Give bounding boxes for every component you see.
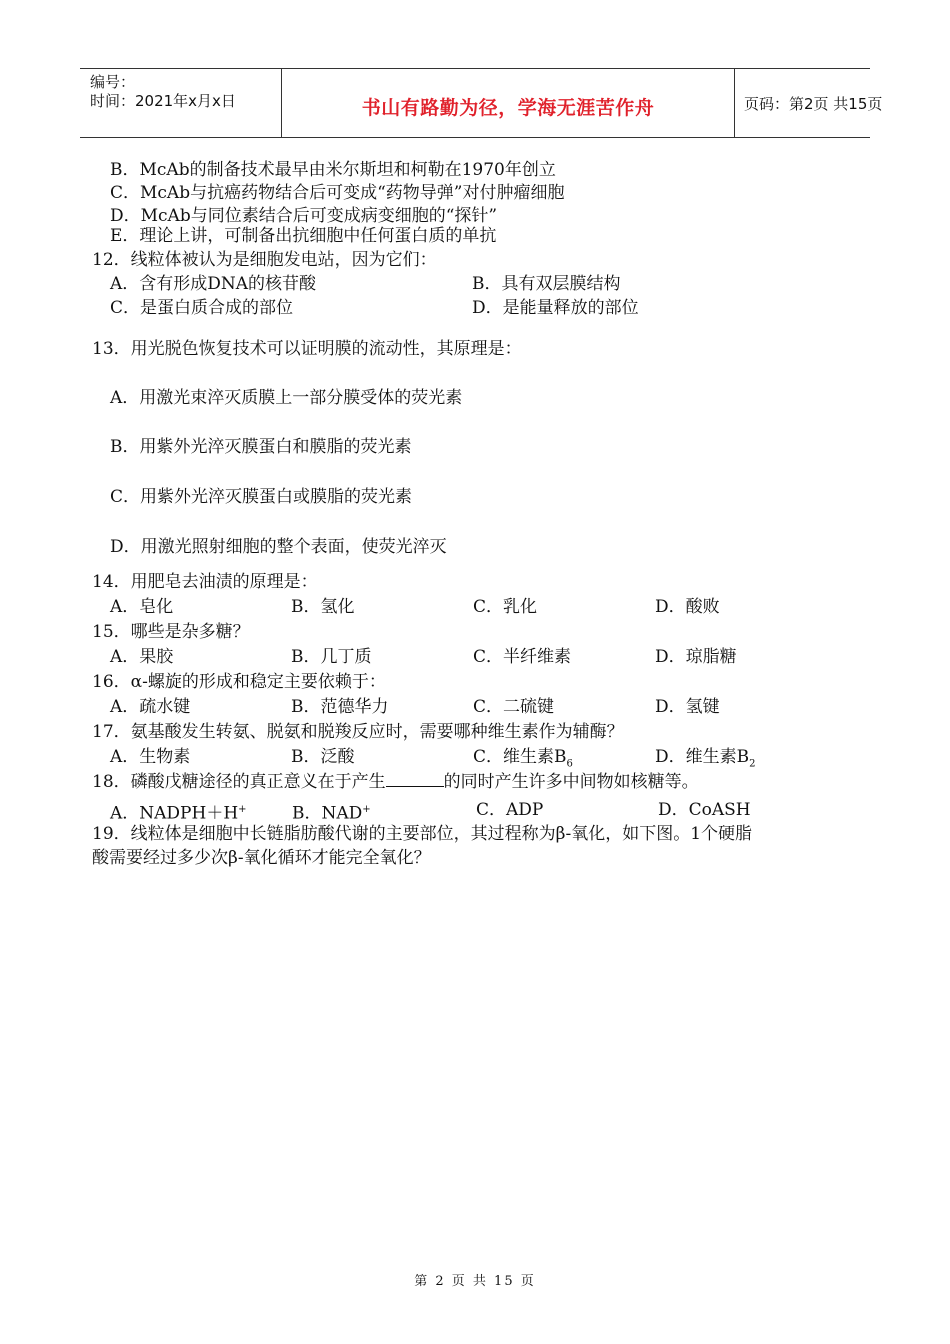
q16-option-a: A．疏水键 (110, 697, 191, 717)
q12-options-row1 (92, 272, 872, 296)
q16-option-d: D．氢键 (655, 697, 720, 717)
q18-option-c: C．ADP (476, 800, 544, 820)
q13-option-a: A．用激光束淬灭质膜上一部分膜受体的荧光素 (110, 388, 463, 408)
q18-option-a-text: A．NADPH＋H (110, 803, 239, 824)
q12-option-d: D．是能量释放的部位 (472, 298, 639, 318)
q18-option-b-sup: + (362, 804, 371, 815)
q17-option-a: A．生物素 (110, 747, 191, 767)
header-meta-cell (80, 69, 282, 137)
q19-line2: 酸需要经过多少次β-氧化循环才能完全氧化？ (92, 848, 431, 868)
q17-options (92, 745, 872, 769)
q15-options (92, 645, 872, 669)
q17-option-d-text: D．维生素B (655, 747, 750, 767)
q18-option-b-text: B．NAD (292, 803, 363, 824)
q13-option-b: B．用紫外光淬灭膜蛋白和膜脂的荧光素 (110, 437, 412, 457)
q15-option-c: C．半纤维素 (473, 647, 572, 667)
header-page-cell (735, 69, 883, 137)
q12-option-c: C．是蛋白质合成的部位 (110, 298, 294, 318)
number-label: 编号： (90, 73, 136, 91)
q16-stem: 16．α-螺旋的形成和稳定主要依赖于： (92, 672, 386, 692)
q15-option-a: A．果胶 (110, 647, 174, 667)
q17-stem: 17．氨基酸发生转氨、脱氨和脱羧反应时，需要哪种维生素作为辅酶？ (92, 722, 624, 742)
q16-options (92, 695, 872, 719)
q15-option-d: D．琼脂糖 (655, 647, 737, 667)
page-header (80, 68, 883, 138)
page-label: 页码：第2页 共15页 (744, 95, 883, 113)
q14-option-c: C．乳化 (473, 597, 538, 617)
q11-option-c: C．McAb与抗癌药物结合后可变成“药物导弹”对付肿瘤细胞 (110, 183, 565, 203)
q13-option-c: C．用紫外光淬灭膜蛋白或膜脂的荧光素 (110, 487, 413, 507)
q17-option-d-sub: 2 (749, 758, 756, 770)
q12-stem: 12．线粒体被认为是细胞发电站，因为它们： (92, 250, 437, 270)
q11-option-d: D．McAb与同位素结合后可变成病变细胞的“探针” (110, 206, 498, 226)
q19-line1: 19．线粒体是细胞中长链脂肪酸代谢的主要部位，其过程称为β-氧化，如下图。1个硬脂 (92, 824, 753, 844)
q18-stem (92, 770, 699, 794)
q14-options (92, 595, 872, 619)
q17-option-b: B．泛酸 (291, 747, 355, 767)
q18-blank (386, 770, 444, 787)
q16-option-b: B．范德华力 (291, 697, 389, 717)
page-footer: 第 2 页 共 15 页 (414, 1274, 536, 1289)
motto: 书山有路勤为径，学海无涯苦作舟 (361, 97, 655, 119)
header-motto-cell (282, 69, 735, 137)
q15-option-b: B．几丁质 (291, 647, 372, 667)
q14-option-d: D．酸败 (655, 597, 720, 617)
q14-stem: 14．用肥皂去油渍的原理是： (92, 572, 318, 592)
q13-stem: 13．用光脱色恢复技术可以证明膜的流动性，其原理是： (92, 339, 522, 359)
q18-option-a-sup: + (238, 804, 247, 815)
q17-option-c-sub: 6 (566, 758, 573, 770)
q15-stem: 15．哪些是杂多糖？ (92, 622, 250, 642)
q18-option-d: D．CoASH (658, 800, 751, 820)
q18-stem-part1: 18．磷酸戊糖途径的真正意义在于产生 (92, 772, 386, 792)
q16-option-c: C．二硫键 (473, 697, 555, 717)
q11-option-b: B．McAb的制备技术最早由米尔斯坦和柯勒在1970年创立 (110, 160, 556, 180)
q14-option-a: A．皂化 (110, 597, 174, 617)
q17-option-c-text: C．维生素B (473, 747, 567, 767)
q12-option-a: A．含有形成DNA的核苷酸 (110, 274, 317, 294)
q11-option-e: E．理论上讲，可制备出抗细胞中任何蛋白质的单抗 (110, 226, 497, 246)
q18-options (92, 798, 872, 822)
q18-stem-part2: 的同时产生许多中间物如核糖等。 (443, 772, 699, 792)
q12-options-row2 (92, 296, 872, 320)
q12-option-b: B．具有双层膜结构 (472, 274, 621, 294)
q14-option-b: B．氢化 (291, 597, 355, 617)
q13-option-d: D．用激光照射细胞的整个表面，使荧光淬灭 (110, 537, 447, 557)
time-label: 时间：2021年x月x日 (90, 92, 236, 110)
